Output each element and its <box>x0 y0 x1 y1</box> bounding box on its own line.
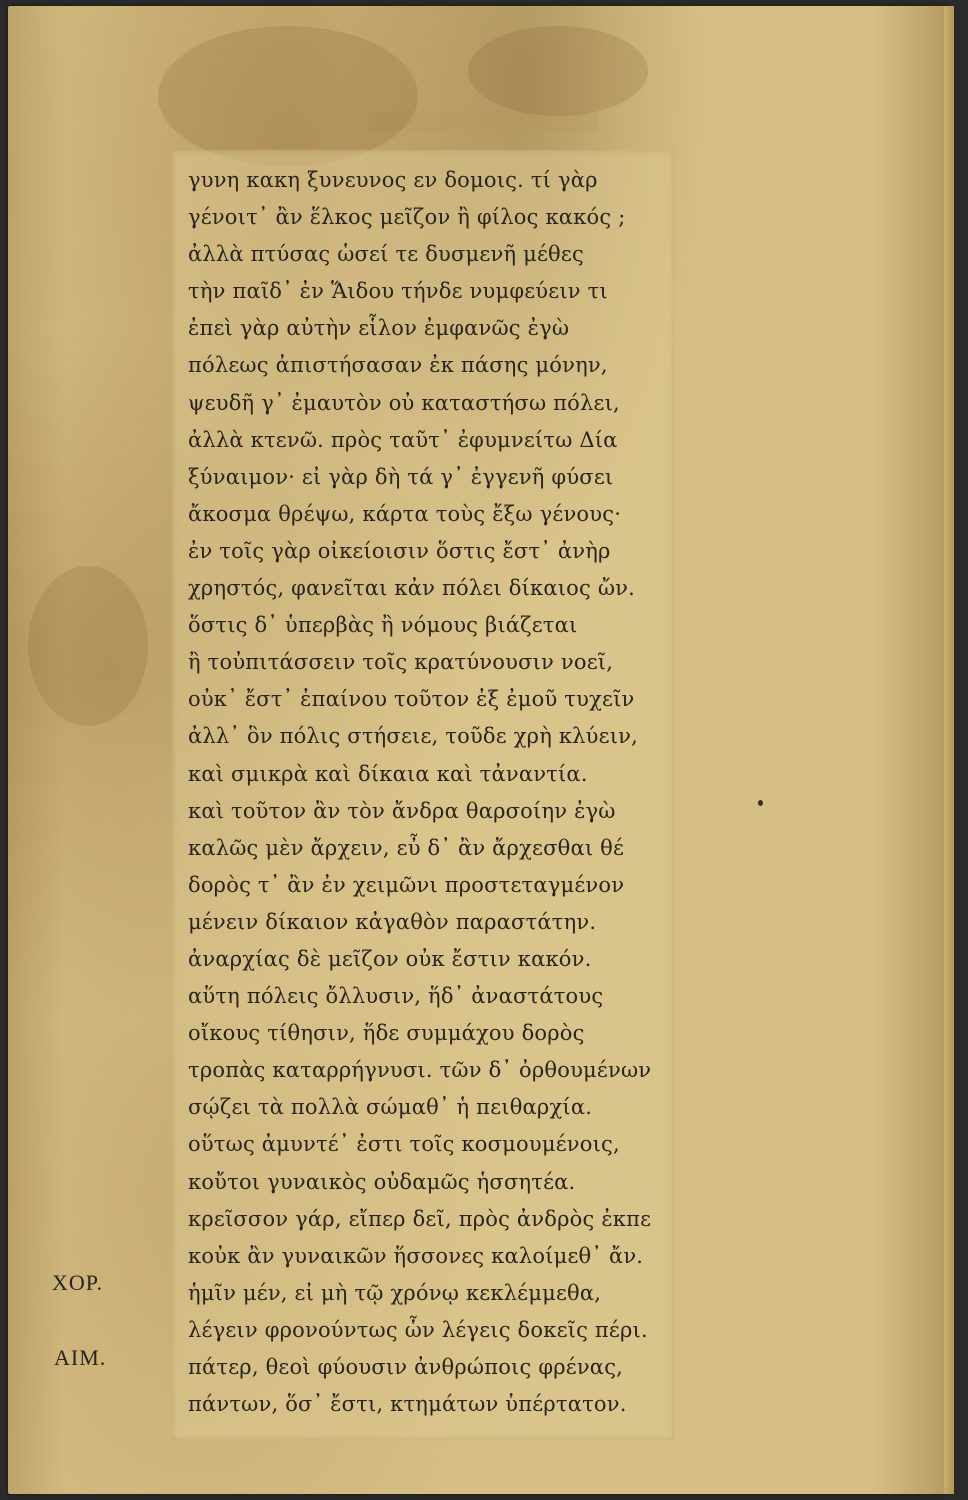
verse-line: κοὐκ ἂν γυναικῶν ἥσσονες καλοίμεθ᾽ ἄν. <box>188 1243 644 1268</box>
verse-line: ψευδῆ γ᾽ ἐμαυτὸν οὐ καταστήσω πόλει, <box>188 390 620 415</box>
verse-line: ἡμῖν μέν, εἰ μὴ τῷ χρόνῳ κεκλέμμεθα, <box>188 1280 602 1305</box>
verse-line: τροπὰς καταρρήγνυσι. τῶν δ᾽ ὀρθουμένων <box>188 1058 652 1083</box>
verse-line: ἄκοσμα θρέψω, κάρτα τοὺς ἔξω γένους· <box>188 501 622 526</box>
verse-line: καὶ τοῦτον ἂν τὸν ἄνδρα θαρσοίην ἐγὼ <box>188 798 616 823</box>
verse-line: κρεῖσσον γάρ, εἴπερ δεῖ, πρὸς ἀνδρὸς ἐκπε <box>188 1206 652 1231</box>
verse-line: ἢ τοὐπιτάσσειν τοῖς κρατύνουσιν νοεῖ, <box>188 650 614 675</box>
verse-line: πάντων, ὅσ᾽ ἔστι, κτημάτων ὑπέρτατον. <box>188 1392 627 1417</box>
speaker-label-chorus: ΧΟΡ. <box>52 1270 104 1295</box>
verse-line: λέγειν φρονούντως ὧν λέγεις δοκεῖς πέρι. <box>188 1317 648 1342</box>
verse-line: καλῶς μὲν ἄρχειν, εὖ δ᾽ ἂν ἄρχεσθαι θέ <box>188 835 625 860</box>
verse-line: σῴζει τὰ πολλὰ σώμαθ᾽ ἡ πειθαρχία. <box>188 1095 593 1120</box>
verse-line: γένοιτ᾽ ἂν ἕλκος μεῖζον ἢ φίλος κακός ; <box>188 205 626 230</box>
verse-line: ἐν τοῖς γὰρ οἰκείοισιν ὅστις ἔστ᾽ ἀνὴρ <box>188 538 611 563</box>
page-edge <box>944 6 954 1494</box>
verse-line: ἀλλ᾽ ὃν πόλις στήσειε, τοῦδε χρὴ κλύειν, <box>188 724 639 749</box>
verse-line: μένειν δίκαιον κἀγαθὸν παραστάτην. <box>188 909 597 934</box>
verse-line: καὶ σμικρὰ καὶ δίκαια καὶ τἀναντία. <box>188 761 588 786</box>
verse-line: ἀλλὰ πτύσας ὡσεί τε δυσμενῆ μέθες <box>188 242 584 267</box>
verse-line: ξύναιμον· εἰ γὰρ δὴ τά γ᾽ ἐγγενῆ φύσει <box>188 464 614 489</box>
verse-line: γυνη κακη ξυνευνος εν δομοις. τί γὰρ <box>188 168 598 192</box>
verse-line: ἐπεὶ γὰρ αὐτὴν εἷλον ἐμφανῶς ἐγὼ <box>188 316 570 341</box>
stain <box>158 26 418 166</box>
verse-line: ὅστις δ᾽ ὑπερβὰς ἢ νόμους βιάζεται <box>188 613 578 638</box>
verse-line: πάτερ, θεοὶ φύουσιν ἀνθρώποις φρένας, <box>188 1355 624 1379</box>
verse-line: χρηστός, φανεῖται κἀν πόλει δίκαιος ὤν. <box>188 576 635 601</box>
verse-line: δορὸς τ᾽ ἂν ἐν χειμῶνι προστεταγμένον <box>188 872 625 897</box>
verse-line: αὕτη πόλεις ὄλλυσιν, ἥδ᾽ ἀναστάτους <box>188 984 604 1009</box>
verse-line: οὕτως ἀμυντέ᾽ ἐστι τοῖς κοσμουμένοις, <box>188 1132 620 1157</box>
verse-line: ἀλλὰ κτενῶ. πρὸς ταῦτ᾽ ἐφυμνείτω Δία <box>188 427 618 452</box>
verse-line: ἀναρχίας δὲ μεῖζον οὐκ ἔστιν κακόν. <box>188 946 592 971</box>
verse-text <box>188 162 668 1423</box>
verse-line: τὴν παῖδ᾽ ἐν Ἅιδου τήνδε νυμφεύειν τι <box>188 279 608 304</box>
stain <box>468 26 648 116</box>
ink-spot <box>758 800 763 806</box>
verse-line: οὐκ᾽ ἔστ᾽ ἐπαίνου τοῦτον ἐξ ἐμοῦ τυχεῖν <box>188 687 635 712</box>
speaker-label-haemon: ΑΙΜ. <box>54 1345 107 1370</box>
verse-line: πόλεως ἀπιστήσασαν ἐκ πάσης μόνην, <box>188 353 608 378</box>
verse-line: κοὔτοι γυναικὸς οὐδαμῶς ἡσσητέα. <box>188 1169 576 1194</box>
verse-line: οἴκους τίθησιν, ἥδε συμμάχου δορὸς <box>188 1021 585 1046</box>
stain <box>28 566 148 726</box>
